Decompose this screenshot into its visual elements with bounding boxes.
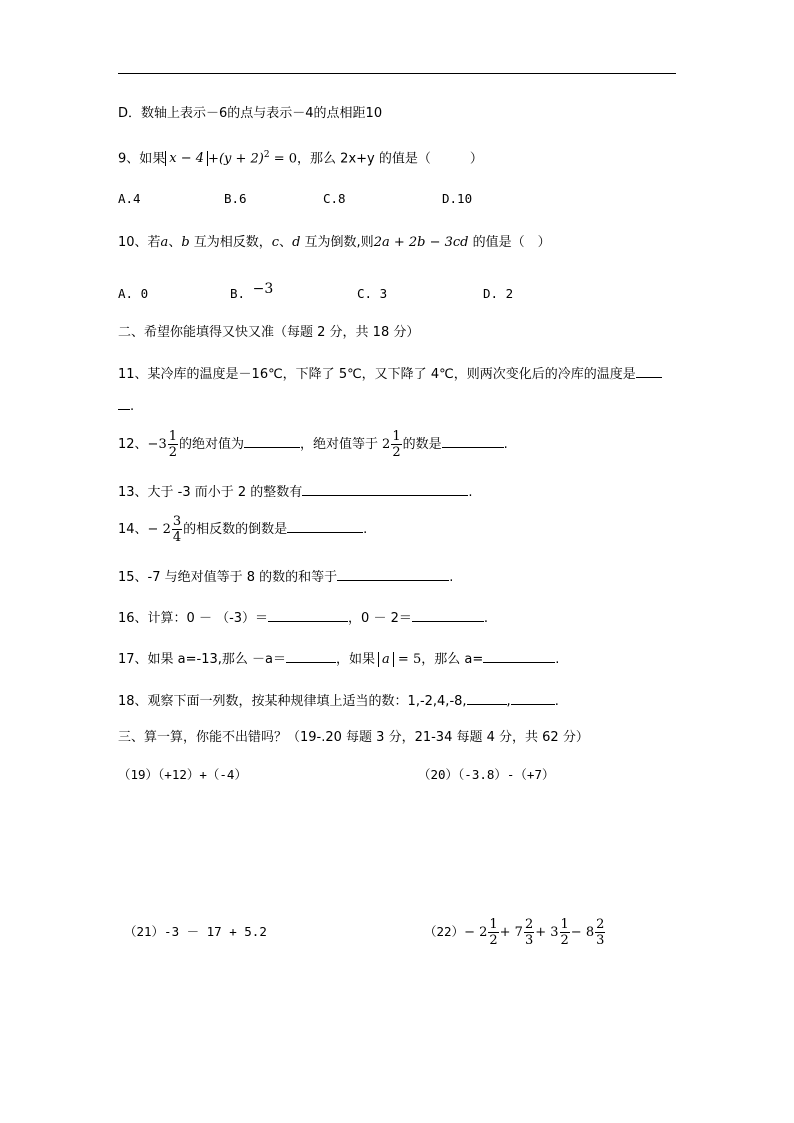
q12-number2: 2 <box>382 437 391 452</box>
q12-fraction2 <box>391 429 401 460</box>
q22-fraction3-num: 1 <box>560 917 569 932</box>
q14-text: 的相反数的倒数是 <box>183 522 288 537</box>
q12-fraction1-num: 1 <box>168 429 177 444</box>
section-2-heading: 二、希望你能填得又快又准（每题 2 分，共 18 分） <box>118 325 420 340</box>
q22-fraction2-den: 3 <box>524 933 534 948</box>
question-18 <box>118 691 559 711</box>
question-19: （19）（+12）+（-4） <box>118 767 247 782</box>
q16-blank1[interactable] <box>268 608 348 622</box>
q12-text2: ，绝对值等于 <box>300 437 379 452</box>
q22-fraction4-den: 3 <box>596 933 605 948</box>
question-21: （21）-3 － 17 + 5.2 <box>124 924 267 939</box>
q13-blank[interactable] <box>302 482 468 496</box>
q9-abs-expr: x − 4 <box>165 151 208 166</box>
question-22 <box>424 914 606 951</box>
q9-option-d: D.10 <box>442 191 473 206</box>
q10-option-b-label: B. <box>230 286 246 301</box>
q22-term2: + 7 <box>499 925 523 940</box>
q12-fraction1 <box>168 429 178 460</box>
q10-expression: 2a + 2b − 3cd <box>373 235 469 250</box>
q10-option-d: D. 2 <box>483 286 514 301</box>
q17-equals: = 5 <box>393 652 422 667</box>
q14-whole: − 2 <box>147 522 171 537</box>
q18-blank2[interactable] <box>511 691 555 705</box>
q15-end: . <box>449 570 454 585</box>
q22-fraction3 <box>560 917 570 948</box>
q17-text1: 17、如果 a=-13,那么 －a＝ <box>118 652 286 667</box>
q17-end: . <box>555 652 560 667</box>
q11-text: 11、某冷库的温度是－16℃，下降了 5℃，又下降了 4℃，则两次变化后的冷库的温度是 <box>118 367 636 382</box>
question-17 <box>118 649 559 669</box>
question-16 <box>118 608 488 628</box>
q22-term4: − 8 <box>570 925 595 940</box>
question-15 <box>118 567 453 587</box>
q11-answer-blank-cont[interactable] <box>118 396 130 410</box>
q10-sep2: 、 <box>279 235 293 250</box>
q11-line2 <box>118 396 134 416</box>
q8-option-d: D．数轴上表示－6的点与表示－4的点相距10 <box>118 106 383 121</box>
q10-suffix: 的值是（ ） <box>468 235 551 250</box>
q12-fraction1-den: 2 <box>168 445 177 460</box>
question-9 <box>118 146 483 168</box>
q17-abs-a: a <box>378 652 394 667</box>
q12-text1: 的绝对值为 <box>179 437 245 452</box>
q14-end: . <box>363 522 368 537</box>
q9-paren: (y + 2) <box>218 151 264 167</box>
q22-term1: − 2 <box>464 925 488 940</box>
q22-fraction1-num: 1 <box>489 917 498 932</box>
q22-fraction2-num: 2 <box>524 917 534 932</box>
q18-end: . <box>554 694 559 709</box>
q9-option-c: C.8 <box>323 191 346 206</box>
section-3-heading: 三、算一算，你能不出错吗？（19-.20 每题 3 分，21-34 每题 4 分，共 62 分） <box>118 730 589 745</box>
q9-exponent: 2 <box>263 150 270 160</box>
q16-blank2[interactable] <box>412 608 484 622</box>
q14-fraction <box>172 514 182 545</box>
q9-prefix: 9、如果 <box>118 151 166 167</box>
q14-prefix: 14、 <box>118 522 148 537</box>
q10-var-c: c <box>271 235 280 250</box>
q10-option-b <box>230 281 274 303</box>
question-13 <box>118 482 472 502</box>
q10-text2: 互为倒数,则 <box>300 235 374 250</box>
q22-fraction3-den: 2 <box>560 933 569 948</box>
q12-fraction2-den: 2 <box>392 445 401 460</box>
q10-option-a: A. 0 <box>118 286 149 301</box>
q12-number1: −3 <box>147 437 167 452</box>
q9-option-a: A.4 <box>118 191 141 206</box>
q9-suffix: ，那么 2x+y 的值是（ ） <box>297 151 483 167</box>
q17-text3: ，那么 a= <box>421 652 484 667</box>
q12-blank2[interactable] <box>442 434 504 448</box>
q9-equals: = 0 <box>269 151 298 167</box>
q9-option-b: B.6 <box>224 191 247 206</box>
q10-option-b-value: −3 <box>252 281 274 297</box>
q10-option-c: C. 3 <box>357 286 388 301</box>
q22-term3: + 3 <box>535 925 559 940</box>
q16-text1: 16、计算：0 － （-3）＝ <box>118 611 269 626</box>
q10-var-a: a <box>160 235 169 250</box>
q16-end: . <box>483 611 488 626</box>
q15-text: 15、-7 与绝对值等于 8 的数的和等于 <box>118 570 338 585</box>
q22-fraction2 <box>524 917 534 948</box>
question-14 <box>118 513 367 547</box>
q14-blank[interactable] <box>287 519 363 533</box>
q13-end: . <box>468 485 473 500</box>
q22-fraction4 <box>595 917 605 948</box>
question-10 <box>118 234 551 252</box>
q10-var-d: d <box>292 235 301 250</box>
q15-blank[interactable] <box>337 567 449 581</box>
q22-label: （22） <box>424 924 465 939</box>
q12-text3: 的数是 <box>402 437 442 452</box>
question-12 <box>118 428 508 462</box>
q17-blank2[interactable] <box>483 649 555 663</box>
q10-text1: 互为相反数， <box>189 235 272 250</box>
q10-prefix: 10、若 <box>118 235 161 250</box>
q9-plus: + <box>208 151 219 167</box>
q22-fraction4-num: 2 <box>596 917 605 932</box>
q11-end: . <box>130 399 135 414</box>
q14-fraction-den: 4 <box>172 530 182 545</box>
q10-var-b: b <box>181 235 190 250</box>
q12-blank1[interactable] <box>244 434 300 448</box>
q16-text2: ，0 － 2＝ <box>348 611 412 626</box>
q18-text: 18、观察下面一列数，按某种规律填上适当的数：1,-2,4,-8, <box>118 694 467 709</box>
q10-sep1: 、 <box>168 235 182 250</box>
q22-fraction1-den: 2 <box>489 933 498 948</box>
q13-text: 13、大于 -3 而小于 2 的整数有 <box>118 485 303 500</box>
question-20: （20）（-3.8）-（+7） <box>418 767 555 782</box>
q22-fraction1 <box>488 917 498 948</box>
q14-fraction-num: 3 <box>172 514 182 529</box>
q11-answer-blank[interactable] <box>636 364 662 378</box>
q18-sep: , <box>506 694 511 709</box>
q17-text2: ，如果 <box>336 652 376 667</box>
q12-end: . <box>503 437 508 452</box>
q12-fraction2-num: 1 <box>392 429 401 444</box>
header-rule <box>118 73 676 74</box>
q18-blank1[interactable] <box>467 691 507 705</box>
question-11 <box>118 364 662 384</box>
q12-prefix: 12、 <box>118 437 148 452</box>
q17-blank1[interactable] <box>286 649 336 663</box>
